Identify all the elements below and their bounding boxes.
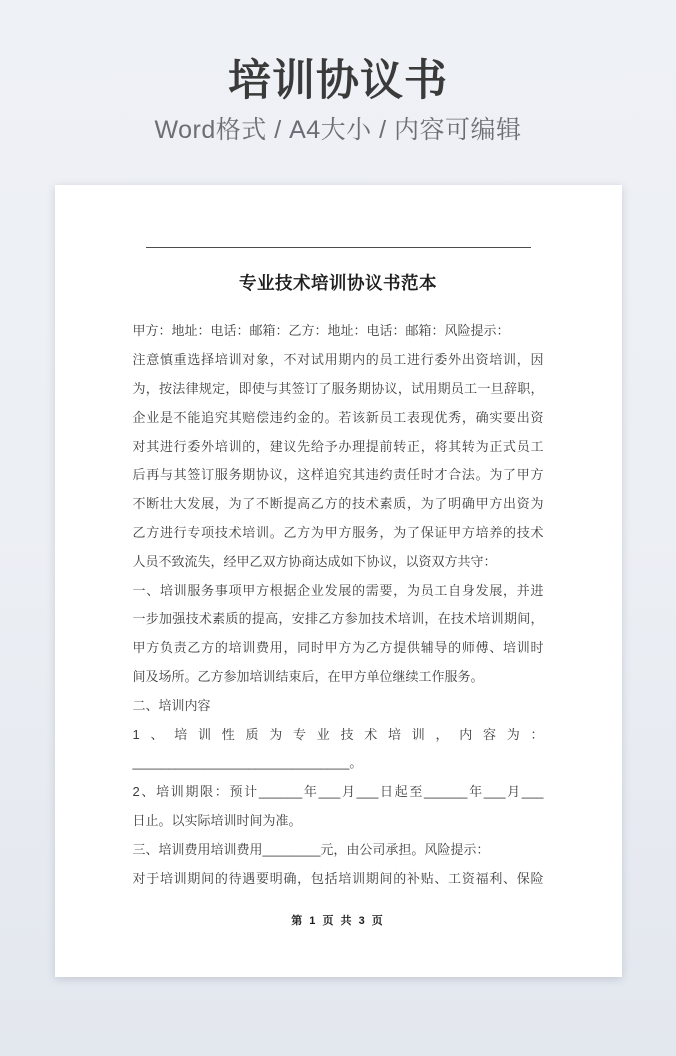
document-line: 甲方：地址：电话：邮箱：乙方：地址：电话：邮箱：风险提示： xyxy=(132,323,510,339)
page-number: 第 1 页 共 3 页 xyxy=(291,915,385,928)
preview-title: 培训协议书 xyxy=(228,57,448,105)
preview-subtitle: Word格式 / A4大小 / 内容可编辑 xyxy=(154,116,522,145)
document-line: 1、培训性质为专业技术培训，内容为： xyxy=(132,726,544,742)
document-body xyxy=(133,317,544,893)
document-line: 后再与其签订服务期协议，这样追究其违约责任时才合法。为了甲方 xyxy=(132,467,544,483)
document-page xyxy=(55,185,622,977)
document-line: 对于培训期间的待遇要明确，包括培训期间的补贴、工资福利、保险 xyxy=(132,870,544,886)
document-line: ______________________________。 xyxy=(132,755,363,771)
document-line: 间及场所。乙方参加培训结束后，在甲方单位继续工作服务。 xyxy=(132,669,484,684)
document-line: 注意慎重选择培训对象，不对试用期内的员工进行委外出资培训，因 xyxy=(132,352,544,368)
document-line: 一、培训服务事项甲方根据企业发展的需要，为员工自身发展，并进 xyxy=(132,582,544,598)
document-line: 日止。以实际培训时间为准。 xyxy=(132,812,302,828)
document-line: 二、培训内容 xyxy=(132,697,211,713)
header-rule xyxy=(146,247,531,248)
document-line: 企业是不能追究其赔偿违约金的。若该新员工表现优秀，确实要出资 xyxy=(132,409,544,425)
document-line: 对其进行委外培训的，建议先给予办理提前转正，将其转为正式员工 xyxy=(132,438,544,454)
document-line: 三、培训费用培训费用________元，由公司承担。风险提示： xyxy=(132,841,490,857)
document-line: 甲方负责乙方的培训费用，同时甲方为乙方提供辅导的师傅、培训时 xyxy=(132,640,544,656)
preview-header xyxy=(0,0,676,145)
document-line: 不断壮大发展，为了不断提高乙方的技术素质，为了明确甲方出资为 xyxy=(132,496,544,512)
document-line: 人员不致流失，经甲乙双方协商达成如下协议，以资双方共守： xyxy=(132,553,497,569)
document-line: 为，按法律规定，即使与其签订了服务期协议，试用期员工一旦辞职， xyxy=(132,381,544,397)
document-line: 2、培训期限：预计______年___月___日起至______年___月___ xyxy=(132,784,544,800)
document-title: 专业技术培训协议书范本 xyxy=(239,273,437,294)
document-line: 乙方进行专项技术培训。乙方为甲方服务，为了保证甲方培养的技术 xyxy=(132,525,544,541)
document-line: 一步加强技术素质的提高，安排乙方参加技术培训，在技术培训期间， xyxy=(132,611,544,627)
